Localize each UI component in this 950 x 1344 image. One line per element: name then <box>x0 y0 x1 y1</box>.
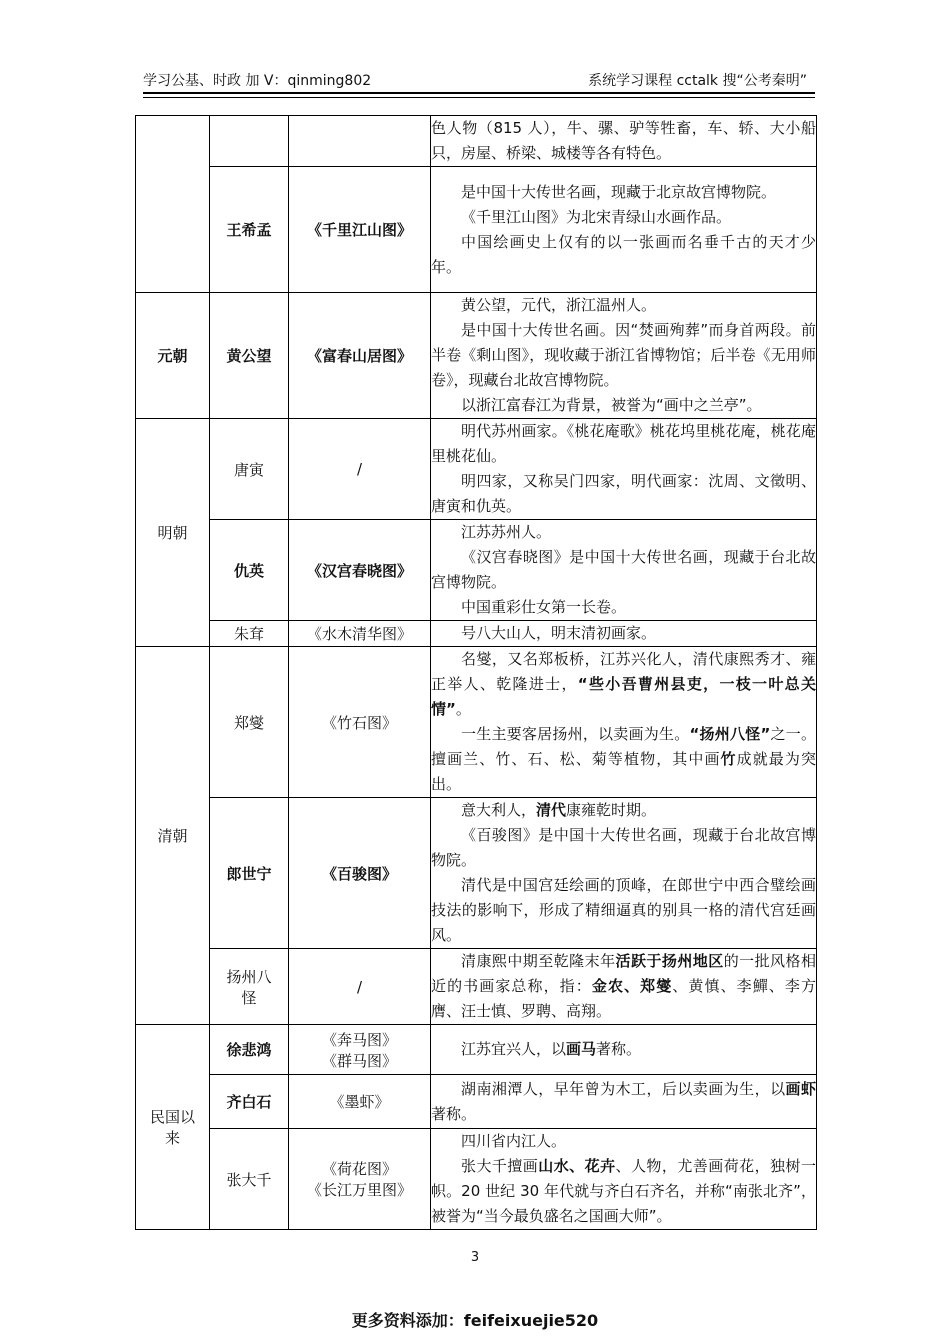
era-cell: 民国以来 <box>136 1025 210 1230</box>
painter-cell: 朱耷 <box>210 621 289 647</box>
era-cell: 清朝 <box>136 647 210 1025</box>
painter-cell: 徐悲鸿 <box>210 1025 289 1075</box>
work-cell: 《汉宫春晓图》 <box>289 520 431 621</box>
table-row <box>136 167 817 293</box>
footer-text: 更多资料添加：feifeixuejie520 <box>351 1311 599 1330</box>
era-cell: 元朝 <box>136 293 210 419</box>
work-cell: 《竹石图》 <box>289 647 431 798</box>
desc-cell: 明代苏州画家。《桃花庵歌》桃花坞里桃花庵，桃花庵里桃花仙。 明四家，又称吴门四家，明代画家：沈周、文徵明、唐寅和仇英。 <box>431 419 817 520</box>
header-left-text: 学习公基、时政 加 V：qinming802 <box>143 73 372 89</box>
desc-cell: 江苏宜兴人，以画马著称。 <box>431 1025 817 1075</box>
desc-cell: 湖南湘潭人，早年曾为木工，后以卖画为生，以画虾著称。 <box>431 1075 817 1129</box>
painter-cell: 黄公望 <box>210 293 289 419</box>
table-row <box>136 621 817 647</box>
painter-cell <box>210 116 289 167</box>
painter-cell: 郎世宁 <box>210 798 289 949</box>
desc-cell: 黄公望，元代，浙江温州人。 是中国十大传世名画。因“焚画殉葬”而身首两段。前半卷《剩山图》，现收藏于浙江省博物馆；后半卷《无用师卷》，现藏台北故宫博物院。 以浙江富春江为背景，被誉为“画中之兰亭”。 <box>431 293 817 419</box>
table-row <box>136 419 817 520</box>
desc-cell: 色人物（815 人），牛、骡、驴等牲畜，车、轿、大小船只，房屋、桥梁、城楼等各有特色。 <box>431 116 817 167</box>
work-cell: 《奔马图》 《群马图》 <box>289 1025 431 1075</box>
painter-cell: 张大千 <box>210 1129 289 1230</box>
page-header <box>143 70 807 92</box>
table-row <box>136 949 817 1025</box>
work-cell: 《富春山居图》 <box>289 293 431 419</box>
painter-cell: 郑燮 <box>210 647 289 798</box>
table-row <box>136 798 817 949</box>
painter-cell: 王希孟 <box>210 167 289 293</box>
table-row <box>136 1025 817 1075</box>
header-right-text: 系统学习课程 cctalk 搜“公考秦明” <box>588 73 807 89</box>
table-row <box>136 116 817 167</box>
work-cell: 《水木清华图》 <box>289 621 431 647</box>
work-cell: 《荷花图》 《长江万里图》 <box>289 1129 431 1230</box>
era-cell: 明朝 <box>136 419 210 647</box>
painter-cell: 扬州八怪 <box>210 949 289 1025</box>
work-cell: 《墨虾》 <box>289 1075 431 1129</box>
painter-cell: 齐白石 <box>210 1075 289 1129</box>
desc-cell: 意大利人，清代康雍乾时期。 《百骏图》是中国十大传世名画，现藏于台北故宫博物院。 清代是中国宫廷绘画的顶峰，在郎世宁中西合璧绘画技法的影响下，形成了精细逼真的别具一格的清代宫廷画风。 <box>431 798 817 949</box>
table-row <box>136 647 817 798</box>
desc-cell: 江苏苏州人。 《汉宫春晓图》是中国十大传世名画，现藏于台北故宫博物院。 中国重彩仕女第一长卷。 <box>431 520 817 621</box>
table-row <box>136 1129 817 1230</box>
desc-cell: 四川省内江人。 张大千擅画山水、花卉、人物，尤善画荷花，独树一帜。20 世纪 30 年代就与齐白石齐名，并称“南张北齐”，被誉为“当今最负盛名之国画大师”。 <box>431 1129 817 1230</box>
painter-cell: 唐寅 <box>210 419 289 520</box>
table-row <box>136 293 817 419</box>
desc-cell: 号八大山人，明末清初画家。 <box>431 621 817 647</box>
desc-cell: 名燮，又名郑板桥，江苏兴化人，清代康熙秀才、雍正举人、乾隆进士，“些小吾曹州县吏，一枝一叶总关情”。 一生主要客居扬州，以卖画为生。“扬州八怪”之一。擅画兰、竹、石、松、菊等植物，其中画竹成就最为突出。 <box>431 647 817 798</box>
work-cell: / <box>289 949 431 1025</box>
work-cell: 《千里江山图》 <box>289 167 431 293</box>
table-row <box>136 520 817 621</box>
desc-cell: 清康熙中期至乾隆末年活跃于扬州地区的一批风格相近的书画家总称，指：金农、郑燮、黄慎、李鱓、李方膺、汪士慎、罗聘、高翔。 <box>431 949 817 1025</box>
page-number: 3 <box>470 1250 480 1265</box>
header-rule-thin <box>143 97 815 98</box>
era-cell <box>136 116 210 293</box>
painters-table <box>135 115 817 1230</box>
header-rule-thick <box>143 92 815 94</box>
table-row <box>136 1075 817 1129</box>
desc-cell: 是中国十大传世名画，现藏于北京故宫博物院。 《千里江山图》为北宋青绿山水画作品。 中国绘画史上仅有的以一张画而名垂千古的天才少年。 <box>431 167 817 293</box>
painter-cell: 仇英 <box>210 520 289 621</box>
work-cell: / <box>289 419 431 520</box>
work-cell <box>289 116 431 167</box>
work-cell: 《百骏图》 <box>289 798 431 949</box>
